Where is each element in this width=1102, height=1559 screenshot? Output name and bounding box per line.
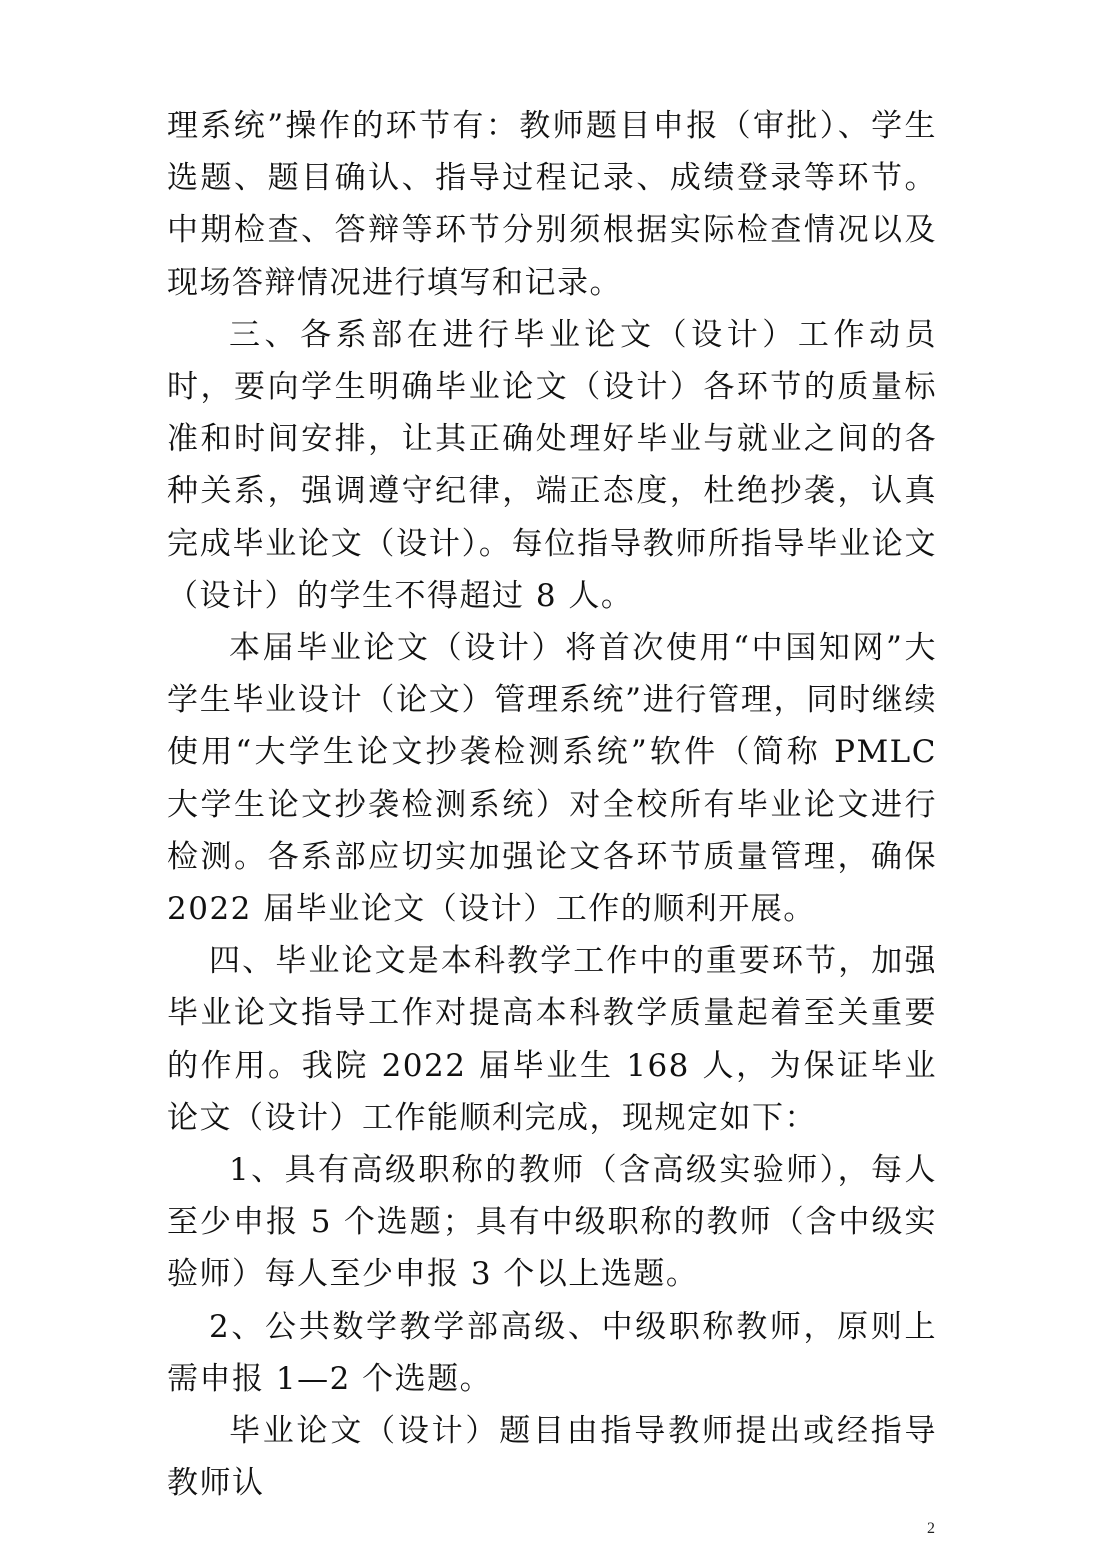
page-number: 2 bbox=[927, 1520, 935, 1537]
paragraph-rule-one: 1、具有高级职称的教师（含高级实验师），每人至少申报 5 个选题；具有中级职称的教师（含中级实验师）每人至少申报 3 个以上选题。 bbox=[167, 1152, 937, 1293]
paragraph-cnki-system: 本届毕业论文（设计）将首次使用“中国知网”大学生毕业设计（论文）管理系统”进行管理，同时继续使用“大学生论文抄袭检测系统”软件（简称 PMLC 大学生论文抄袭检测系统）对全校所有毕业论文进行检测。各系部应切实加强论文各环节质量管理，确保 2022 届毕业论文（设计）工作的顺利开展。 bbox=[167, 630, 937, 928]
paragraph-system-steps: 理系统”操作的环节有：教师题目申报（审批）、学生选题、题目确认、指导过程记录、成绩登录等环节。中期检查、答辩等环节分别须根据实际检查情况以及现场答辩情况进行填写和记录。 bbox=[167, 108, 937, 301]
paragraph-topic-origin: 毕业论文（设计）题目由指导教师提出或经指导教师认 bbox=[167, 1413, 937, 1502]
paragraph-section-three: 三、各系部在进行毕业论文（设计）工作动员时，要向学生明确毕业论文（设计）各环节的质量标准和时间安排，让其正确处理好毕业与就业之间的各种关系，强调遵守纪律，端正态度，杜绝抄袭，认真完成毕业论文（设计）。每位指导教师所指导毕业论文（设计）的学生不得超过 8 人。 bbox=[167, 316, 937, 614]
paragraph-section-four: 四、毕业论文是本科教学工作中的重要环节，加强毕业论文指导工作对提高本科教学质量起着至关重要的作用。我院 2022 届毕业生 168 人，为保证毕业论文（设计）工作能顺利完成，现规定如下： bbox=[167, 943, 937, 1136]
paragraph-rule-two: 2、公共数学教学部高级、中级职称教师，原则上需申报 1—2 个选题。 bbox=[167, 1308, 937, 1397]
document-body bbox=[167, 100, 937, 1509]
